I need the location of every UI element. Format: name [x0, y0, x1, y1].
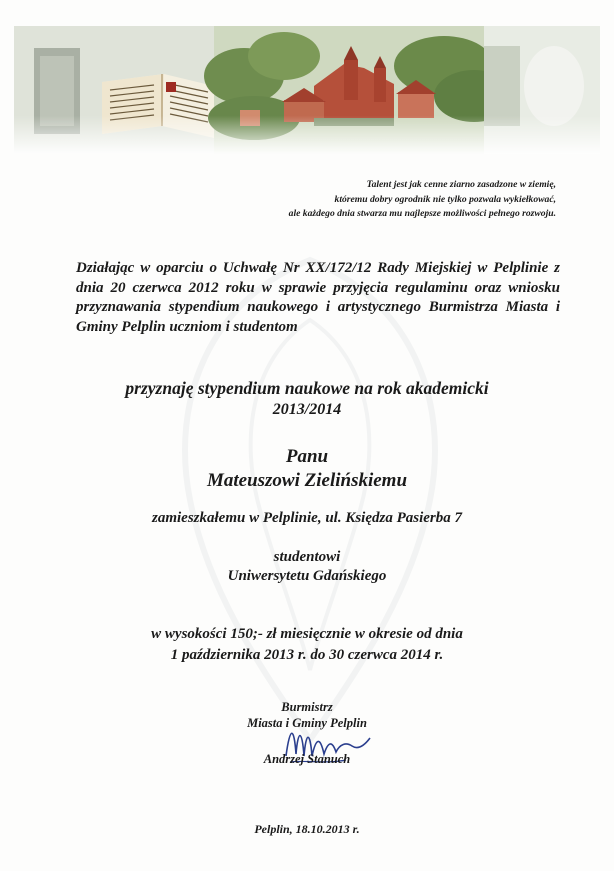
academic-year: 2013/2014 [272, 401, 342, 418]
header-banner-image [14, 26, 600, 154]
intro-paragraph: Działając w oparciu o Uchwałę Nr XX/172/12 Rady Miejskiej w Pelplinie z dnia 20 czerwca 2012 roku w sprawie przyjęcia regulaminu oraz wniosku przyznawania stypendium naukowego i artystycznego Burmistrza Miasta i Gminy Pelplin uczniom i studentom [76, 260, 560, 335]
recipient-title: Panu [285, 446, 329, 467]
signatory-name: Andrzej Stanuch [263, 752, 351, 766]
recipient-status: studentowi [273, 549, 341, 565]
signatory-title: Burmistrz [281, 700, 333, 714]
motto-line: ale każdego dnia stwarza mu najlepsze możliwości pełnego rozwoju. [288, 208, 556, 219]
place-and-date: Pelplin, 18.10.2013 r. [254, 822, 360, 836]
banner-collage [14, 26, 600, 154]
amount-period-line-2: 1 października 2013 r. do 30 czerwca 2014 r. [170, 647, 444, 663]
motto-line: Talent jest jak cenne ziarno zasadzone w ziemię, [366, 179, 556, 190]
award-statement: przyznaję stypendium naukowe na rok akademicki [125, 378, 489, 398]
signatory-office: Miasta i Gminy Pelplin [247, 716, 367, 730]
university-name: Uniwersytetu Gdańskiego [227, 568, 387, 584]
motto-quote [176, 178, 556, 222]
recipient-address: zamieszkałemu w Pelplinie, ul. Księdza Pasierba 7 [151, 510, 462, 526]
motto-line: któremu dobry ogrodnik nie tylko pozwala wykiełkować, [334, 193, 556, 205]
recipient-name: Mateuszowi Zielińskiemu [206, 470, 408, 491]
amount-period-line-1: w wysokości 150;- zł miesięcznie w okresie od dnia [151, 626, 463, 642]
